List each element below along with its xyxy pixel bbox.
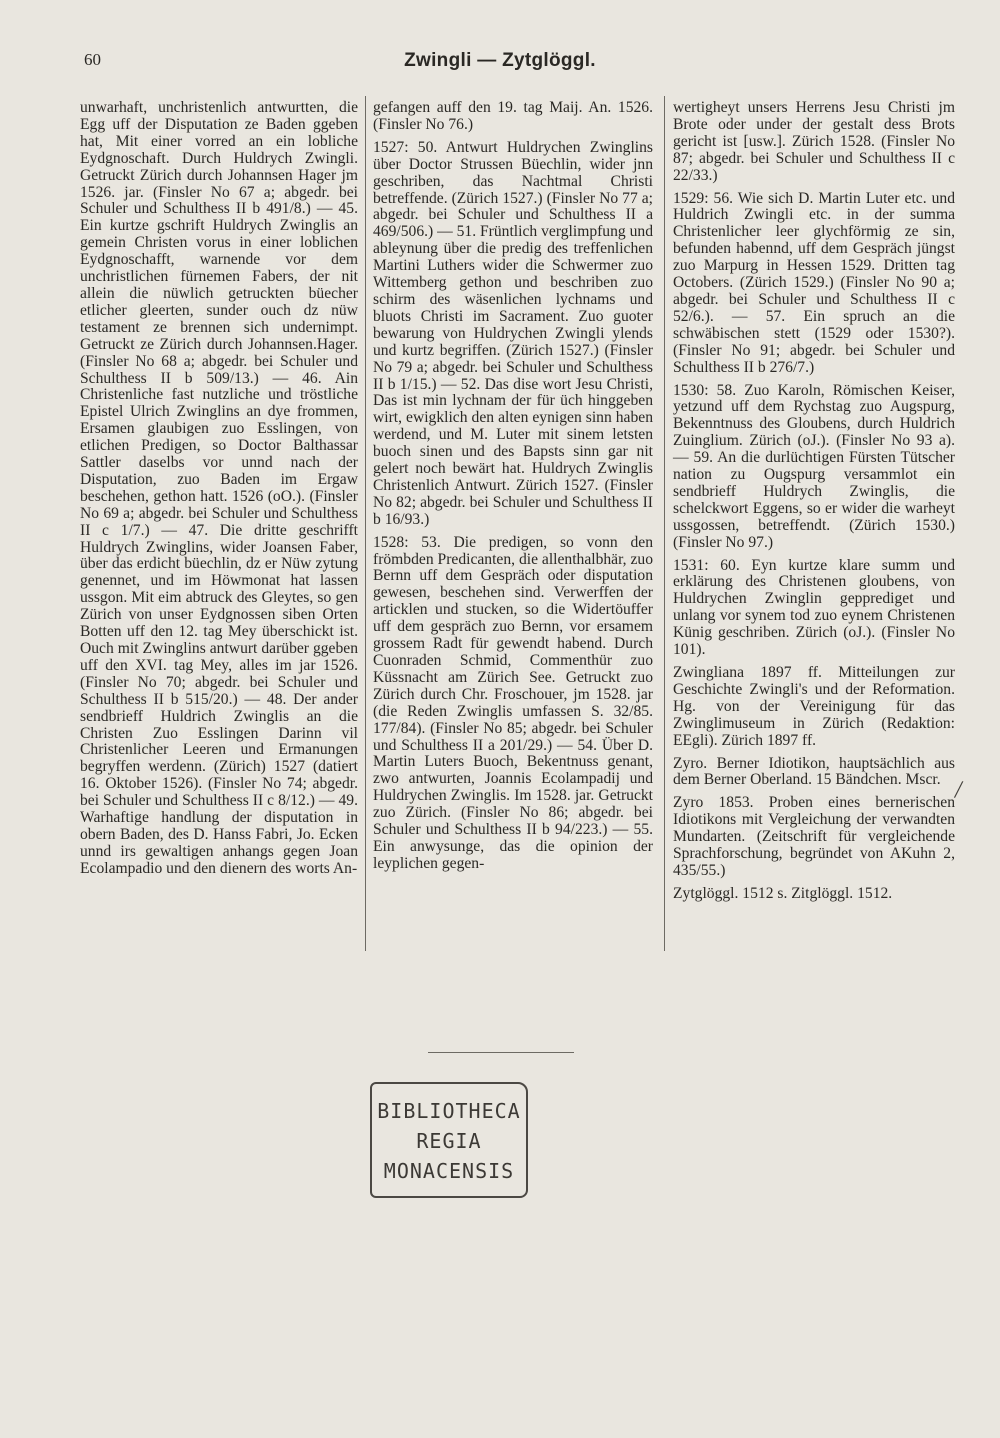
page-number: 60: [84, 50, 101, 69]
stamp-line: BIBLIOTHECA: [377, 1099, 521, 1123]
stamp-line: MONACENSIS: [383, 1159, 515, 1183]
text-column-2: [373, 100, 653, 873]
running-title: Zwingli — Zytglöggl.: [404, 50, 596, 71]
end-rule: [428, 1052, 574, 1053]
paragraph: Zwingliana 1897 ff. Mitteilungen zur Geschichte Zwingli's und der Reformation. Hg. von der Vereinigung für das Zwinglimuseum in Zürich (Redaktion: EEgli). Zürich 1897 ff.: [673, 664, 955, 749]
paragraph: 1528: 53. Die predigen, so vonn den frömbden Predicanten, die allenthalbhär, zuo Bernn uff dem Gespräch oder disputation gewesen, beschehen sind. Verwerffen der articklen und stucken, so die Widertöuffer uff dem gespräch zuo Bernn, vor ersamem grossem Radt für gewendt habend. Durch Cuonraden Schmid, Commenthür zuo Küssnacht am Zürich See. Getruckt zuo Zürich durch Chr. Froschouer, jm 1528. jar (die Reden Zwinglis umfassen S. 32/85. 177/84). (Finsler No 85; abgedr. bei Schuler und Schulthess II a 201/29.) — 54. Über D. Martin Luters Buoch, Bekentnuss genant, zwo antwurten, Joannis Ecolampadij und Huldrychen Zwinglis. Im 1528. jar. Getruckt zuo Zürich. (Finsler No 86; abgedr. bei Schuler und Schulthess II b 94/223.) — 55. Ein anwysunge, das die opinion der leyplichen gegen-: [373, 533, 653, 872]
library-stamp: [370, 1082, 528, 1198]
column-divider: [365, 96, 366, 951]
paragraph: 1527: 50. Antwurt Huldrychen Zwinglins über Doctor Strussen Büechlin, wider jnn geschriben, das Nachtmal Christi betreffende. (Zürich 1527.) (Finsler No 77 a; abgedr. bei Schuler und Schulthess II a 469/506.) — 51. Früntlich verglimpfung und ableynung über die predig des treffenlichen Martini Luthers wider die Schwermer zuo Wittemberg gethon und beschriben zuo schirm des wäsenlichen lychnams und bluots Christi im Sacrament. Zuo guoter bewarung von Huldrychen Zwingli ylends und kurtz begriffen. (Zürich 1527.) (Finsler No 79 a; abgedr. bei Schuler und Schulthess II b 1/15.) — 52. Das dise wort Jesu Christi, Das ist min lychnam der für üch hinggeben wirt, ewigklich den alten eynigen sinn haben werdend, und M. Luter mit sinem letsten buoch sinen und des Bapsts sinn gar nit gelert noch bewärt hat. Huldrych Zwinglis Christenlich Antwurt. Zürich 1527. (Finsler No 82; abgedr. bei Schuler und Schulthess II b 16/93.): [373, 138, 653, 528]
margin-pencil-mark: /: [953, 774, 965, 805]
paragraph: Zytglöggl. 1512 s. Zitglöggl. 1512.: [673, 884, 893, 902]
paragraph: 1529: 56. Wie sich D. Martin Luter etc. und Huldrich Zwingli etc. in der summa Christenlicher leer glychförmig ze sin, befunden habennd, uff dem Gespräch jüngst zuo Marpurg in Hessen 1529. Dritten tag Octobers. (Zürich 1529.) (Finsler No 90 a; abgedr. bei Schuler und Schulthess II c 52/6.). — 57. Ein spruch an die schwäbischen stett (1529 oder 1530?). (Finsler No 91; abgedr. bei Schuler und Schulthess II b 276/7.): [673, 189, 955, 376]
paragraph: gefangen auff den 19. tag Maij. An. 1526. (Finsler No 76.): [373, 99, 653, 133]
text-column-3: [673, 100, 955, 903]
paragraph: unwarhaft, unchristenlich antwurtten, die Egg uff der Disputation ze Baden ggeben hat, Mit einer vorred an ein lobliche Eydgnoschaft. Durch Huldrych Zwingli. Getruckt Zürich durch Johannsen Hager jm 1526. jar. (Finsler No 67 a; abgedr. bei Schuler und Schulthess II b 491/8.) — 45. Ein kurtze gschrift Huldrych Zwinglis an gemein Christen vorus in einer loblichen Eydgnoschafft, warnende vor dem unchristlichen fürnemen Fabers, der nit allein die nüwlich getruckten büecher etlicher gleerten, sunder ouch dz nüw testament ze brennen sich undernimpt. Getruckt ze Zürich durch Johannsen.Hager. (Finsler No 68 a; abgedr. bei Schuler und Schulthess II b 509/13.) — 46. Ain Christenliche fast nutzliche und tröstliche Epistel Ulrich Zwinglins an dye frommen, Ersamen glaubigen zuo Esslingen, von etlichen Predigen, so Doctor Balthassar Sattler daselbs vor unnd nach der Disputation, zuo Baden im Ergaw beschehen, gethon hatt. 1526 (oO.). (Finsler No 69 a; abgedr. bei Schuler und Schulthess II c 1/7.) — 47. Die dritte geschrifft Huldrych Zwinglins, wider Joansen Faber, über das erdicht büechlin, dz er Nüw zytung genennet, und im Höwmonat hat lassen ussgon. Mit eim abtruck des Gleytes, so gen Zürich von unser Eydgnossen siben Orten Botten uff den 12. tag Mey überschickt ist. Ouch mit Zwinglins antwurt darüber ggeben uff den XVI. tag Mey, alles im jar 1526. (Finsler No 70; abgedr. bei Schuler und Schulthess II b 515/20.) — 48. Der ander sendbrieff Huldrich Zwinglis an die Christen Zuo Esslingen Darinn vil Christenlicher Leeren und Ermanungen begryffen werdenn. (Zürich) 1527 (datiert 16. Oktober 1526). (Finsler No 74; abgedr. bei Schuler und Schulthess II c 8/12.) — 49. Warhaftige handlung der disputation in obern Baden, des D. Hanss Fabri, Jo. Ecken unnd irs gewaltigen anhangs gegen Joan Ecolampadio und den dienern des worts An-: [80, 99, 358, 877]
paragraph: 1531: 60. Eyn kurtze klare summ und erklärung des Christenen gloubens, von Huldrychen Zwinglin gepprediget und unlang vor synem tod zuo eynem Christenen Künig geschriben. Zürich (oJ.). (Finsler No 101).: [673, 556, 955, 659]
paragraph: Zyro 1853. Proben eines bernerischen Idiotikons mit Vergleichung der verwandten Mundarten. (Zeitschrift für vergleichende Sprachforschung, begründet von AKuhn 2, 435/55.): [673, 794, 955, 879]
paragraph: wertigheyt unsers Herrens Jesu Christi jm Brote oder under der gestalt dess Brots gericht ist [usw.]. Zürich 1528. (Finsler No 87; abgedr. bei Schuler und Schulthess II c 22/33.): [673, 99, 955, 184]
column-divider: [664, 96, 665, 951]
text-column-1: [80, 100, 358, 878]
paragraph: 1530: 58. Zuo Karoln, Römischen Keiser, yetzund uff dem Rychstag zuo Augspurg, Bekenntnuss des Gloubens, durch Huldrich Zuinglium. Zürich (oJ.). (Finsler No 93 a). — 59. An die durlüchtigen Fürsten Tütscher nation zu Ougspurg versammlot ein sendbrieff Huldrych Zwinglis, die schelckwort Eggens, so er wider die warheyt ussgossen, betreffendt. (Zürich 1530.) (Finsler No 97.): [673, 381, 955, 551]
paragraph: Zyro. Berner Idiotikon, hauptsächlich aus dem Berner Oberland. 15 Bändchen. Mscr.: [673, 754, 955, 789]
stamp-line: REGIA: [416, 1129, 482, 1153]
